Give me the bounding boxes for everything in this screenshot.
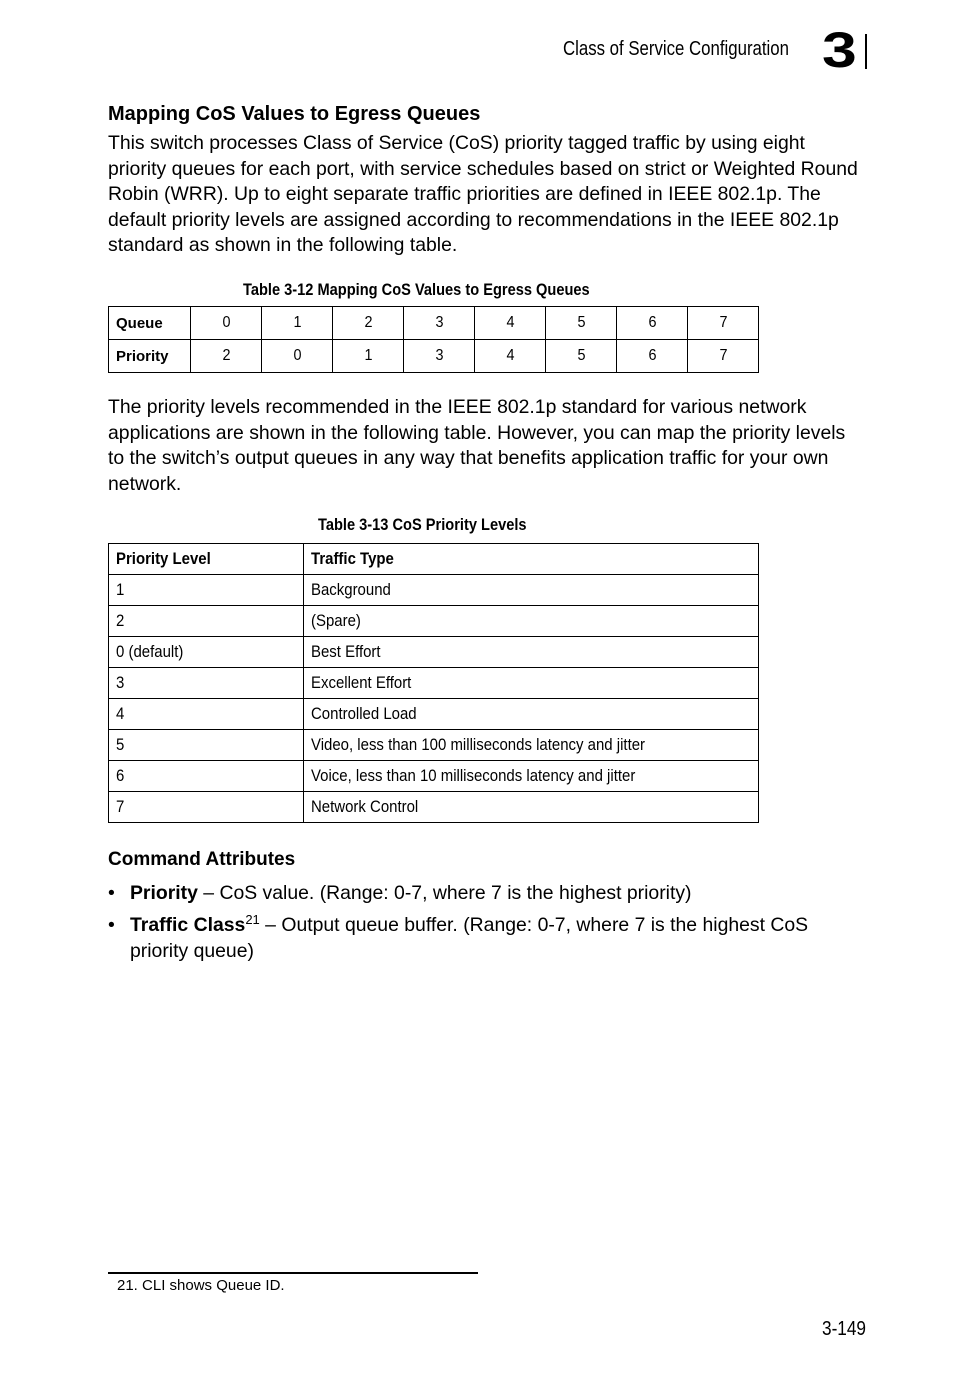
table-cell: 7	[688, 307, 759, 340]
bullet-icon: •	[108, 914, 115, 936]
table-cell: 1	[109, 575, 304, 606]
table-cell: 5	[109, 730, 304, 761]
row-header-priority: Priority	[109, 340, 191, 373]
column-header: Traffic Type	[304, 544, 759, 575]
section-heading: Mapping CoS Values to Egress Queues	[108, 103, 481, 125]
table-row	[109, 699, 759, 730]
table-cell: 4	[475, 307, 546, 340]
footnote-reference[interactable]: 21	[245, 912, 260, 927]
running-header: Class of Service Configuration	[563, 38, 789, 60]
table-cell: 3	[404, 307, 475, 340]
table-cell: 0	[191, 307, 262, 340]
chapter-bar	[865, 34, 867, 69]
column-header: Priority Level	[109, 544, 304, 575]
table-cell: 3	[404, 340, 475, 373]
row-header-queue: Queue	[109, 307, 191, 340]
table-cell: 5	[546, 307, 617, 340]
priority-levels-paragraph: The priority levels recommended in the IEEE 802.1p standard for various network applications are shown in the following table. However, you can map the priority levels to the switch’s output queues in any way that benefits application traffic for your own network.	[108, 396, 846, 495]
table-cell: 2	[109, 606, 304, 637]
table-row	[109, 606, 759, 637]
table-header-row	[109, 544, 759, 575]
attribute-description: – CoS value. (Range: 0-7, where 7 is the highest priority)	[197, 882, 692, 904]
table-row	[109, 340, 759, 373]
table-cell: Controlled Load	[304, 699, 759, 730]
table-cell: 0	[262, 340, 333, 373]
table-row	[109, 307, 759, 340]
queue-mapping-table	[108, 306, 759, 373]
table-row	[109, 761, 759, 792]
chapter-number: 3	[822, 22, 857, 78]
table-cell: 6	[617, 340, 688, 373]
intro-paragraph: This switch processes Class of Service (CoS) priority tagged traffic by using eight priority queues for each port, with service schedules based on strict or Weighted Round Robin (WRR). Up to eight separate traffic priorities are defined in IEEE 802.1p. The default priority levels are assigned according to recommendations in the IEEE 802.1p standard as shown in the following table.	[108, 132, 858, 256]
table-cell: (Spare)	[304, 606, 759, 637]
table-cell: Voice, less than 10 milliseconds latency and jitter	[304, 761, 759, 792]
bullet-icon: •	[108, 882, 115, 904]
table-cell: 6	[109, 761, 304, 792]
cos-priority-levels-table	[108, 543, 759, 823]
page-number: 3-149	[822, 1318, 866, 1340]
attribute-term: Traffic Class	[130, 914, 246, 936]
table-cell: 6	[617, 307, 688, 340]
table-row	[109, 575, 759, 606]
table-row	[109, 637, 759, 668]
table-cell: 1	[333, 340, 404, 373]
table-row	[109, 668, 759, 699]
table-cell: Network Control	[304, 792, 759, 823]
table-caption: Table 3-12 Mapping CoS Values to Egress Queues	[243, 280, 590, 299]
table-caption: Table 3-13 CoS Priority Levels	[318, 515, 527, 534]
table-cell: 4	[109, 699, 304, 730]
table-cell: 0 (default)	[109, 637, 304, 668]
table-row	[109, 792, 759, 823]
table-cell: Background	[304, 575, 759, 606]
table-cell: 4	[475, 340, 546, 373]
attribute-description: – Output queue buffer. (Range: 0-7, where 7 is the highest CoS priority queue)	[130, 914, 809, 962]
table-cell: 2	[191, 340, 262, 373]
table-cell: 7	[688, 340, 759, 373]
table-cell: Excellent Effort	[304, 668, 759, 699]
table-cell: 2	[333, 307, 404, 340]
attribute-term: Priority	[130, 882, 198, 904]
table-cell: 1	[262, 307, 333, 340]
table-cell: Best Effort	[304, 637, 759, 668]
table-row	[109, 730, 759, 761]
command-attributes-heading: Command Attributes	[108, 849, 296, 870]
table-cell: 3	[109, 668, 304, 699]
footnote-divider	[108, 1272, 478, 1274]
table-cell: 7	[109, 792, 304, 823]
footnote: 21. CLI shows Queue ID.	[117, 1277, 285, 1294]
table-cell: 5	[546, 340, 617, 373]
table-cell: Video, less than 100 milliseconds latency and jitter	[304, 730, 759, 761]
